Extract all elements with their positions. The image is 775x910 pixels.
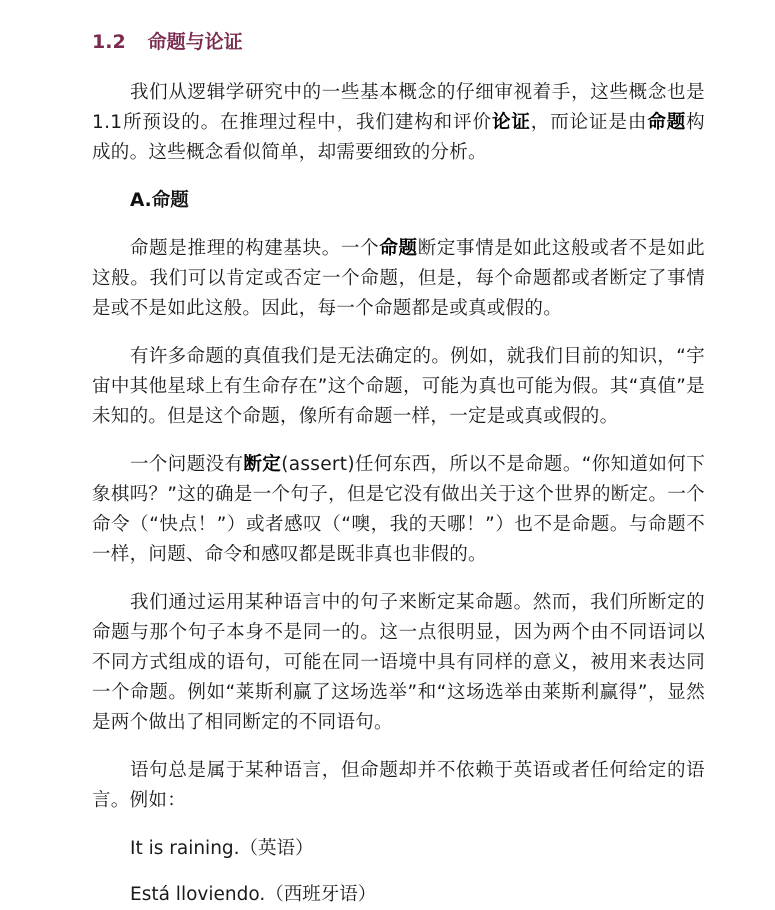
intro-text-2: ，而论证是由 — [530, 112, 648, 133]
para1-text-2: 断定事情是如此这般或者不是如此这般。我们可以肯定或否定一个命题，但是，每个命题都或者断定了事情是或不是如此这般。因此，每一个命题都是或真或假的。 — [92, 238, 705, 319]
section-heading — [92, 28, 705, 56]
intro-text-3: 构成的。这些概念看似简单，却需要细致的分析。 — [92, 112, 705, 163]
paragraph-truth-value: 有许多命题的真值我们是无法确定的。例如，就我们目前的知识，“宇宙中其他星球上有生命存在”这个命题，可能为真也可能为假。其“真值”是未知的。但是这个命题，像所有命题一样，一定是或真或假的。 — [92, 346, 705, 427]
term-proposition: 命题 — [647, 112, 687, 133]
paragraph-questions — [92, 450, 705, 570]
para3-text-2: (assert)任何东西，所以不是命题。“你知道如何下象棋吗？”这的确是一个句子，但是它没有做出关于这个世界的断定。一个命令（“快点！”）或者感叹（“噢，我的天哪！”）也不是命题。与命题不一样，问题、命令和感叹都是既非真也非假的。 — [92, 454, 705, 565]
intro-text-1: 我们从逻辑学研究中的一些基本概念的仔细审视着手，这些概念也是1.1所预设的。在推理过程中，我们建构和评价 — [92, 82, 705, 133]
term-assert: 断定 — [243, 454, 282, 475]
example-english: It is raining.（英语） — [130, 838, 314, 859]
paragraph-sentences: 我们通过运用某种语言中的句子来断定某命题。然而，我们所断定的命题与那个句子本身不是同一的。这一点很明显，因为两个由不同语词以不同方式组成的语句，可能在同一语境中具有同样的意义，被用来表达同一个命题。例如“莱斯利赢了这场选举”和“这场选举由莱斯利赢得”，显然是两个做出了相同断定的不同语句。 — [92, 592, 705, 733]
example-spanish: Está lloviendo.（西班牙语） — [130, 884, 377, 905]
paragraph-language: 语句总是属于某种语言，但命题却并不依赖于英语或者任何给定的语言。例如： — [92, 760, 705, 811]
para1-text-1: 命题是推理的构建基块。一个 — [130, 238, 380, 259]
section-title: 命题与论证 — [147, 31, 243, 53]
intro-paragraph — [92, 78, 705, 168]
term-proposition-bold: 命题 — [379, 238, 418, 259]
section-number: 1.2 — [92, 31, 126, 53]
paragraph-proposition-definition — [92, 234, 705, 324]
term-argument: 论证 — [491, 112, 531, 133]
subsection-heading-a: A.命题 — [130, 190, 189, 211]
para3-text-1: 一个问题没有 — [130, 454, 244, 475]
